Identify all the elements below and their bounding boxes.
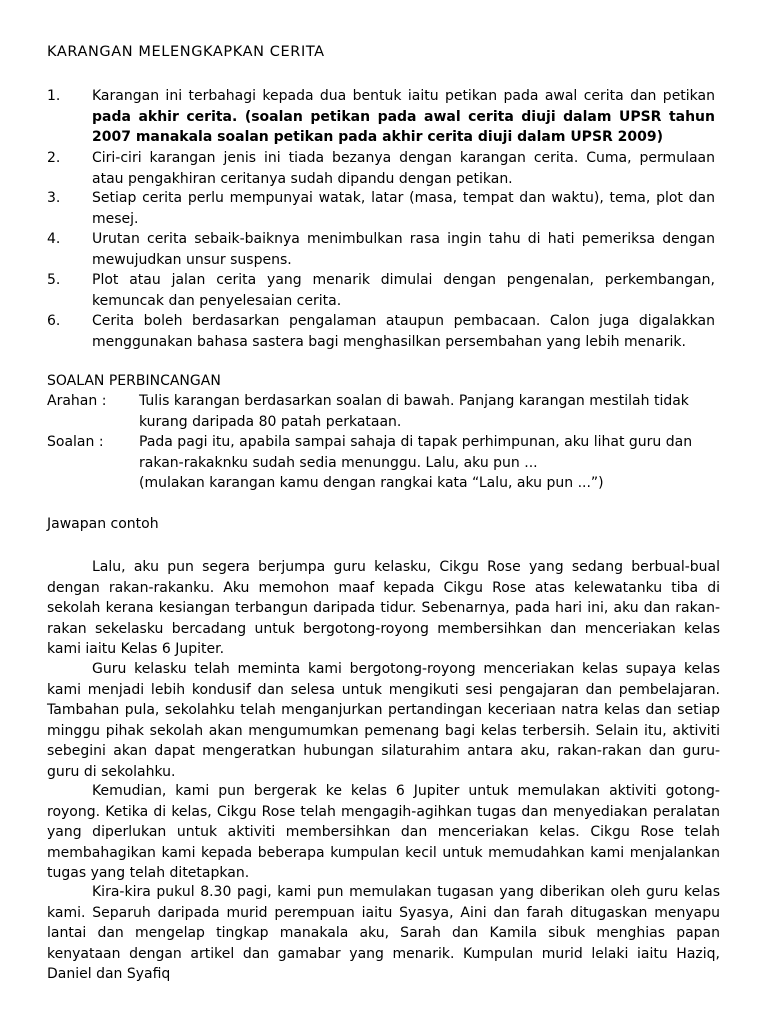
- point-number: 5.: [47, 272, 61, 288]
- point-text: Ciri-ciri karangan jenis ini tiada bezanya dengan karangan cerita. Cuma, permulaan atau pengakhiran ceritanya sudah dipandu dengan petikan.: [92, 150, 715, 187]
- soalan-label: Soalan :: [47, 434, 104, 450]
- document-title: KARANGAN MELENGKAPKAN CERITA: [47, 44, 325, 60]
- soalan-text: Pada pagi itu, apabila sampai sahaja di tapak perhimpunan, aku lihat guru dan rakan-rakaknku sudah sedia menunggu. Lalu, aku pun ...: [139, 434, 693, 471]
- point-text: Cerita boleh berdasarkan pengalaman ataupun pembacaan. Calon juga digalakkan menggunakan bahasa sastera bagi menghasilkan persembahan yang lebih menarik.: [92, 313, 715, 350]
- point-text: Urutan cerita sebaik-baiknya menimbulkan rasa ingin tahu di hati pemeriksa dengan mewujudkan unsur suspens.: [92, 231, 715, 268]
- point-text: Plot atau jalan cerita yang menarik dimulai dengan pengenalan, perkembangan, kemuncak dan penyelesaian cerita.: [92, 272, 715, 309]
- jawapan-heading: Jawapan contoh: [47, 516, 159, 532]
- point-number: 6.: [47, 313, 61, 329]
- point-text-regular: Karangan ini terbahagi kepada dua bentuk iaitu petikan pada awal cerita dan petikan: [92, 88, 715, 104]
- answer-paragraph: Kira-kira pukul 8.30 pagi, kami pun memulakan tugasan yang diberikan oleh guru kelas kami. Separuh daripada murid perempuan iaitu Syasya, Aini dan farah ditugaskan menyapu lantai dan mengelap tingkap manakala aku, Sarah dan Kamila sibuk menghias papan kenyataan dengan artikel dan gamabar yang menarik. Kumpulan murid lelaki iaitu Haziq, Daniel dan Syafiq: [47, 884, 720, 982]
- point-number: 4.: [47, 231, 61, 247]
- point-number: 1.: [47, 88, 61, 104]
- answer-paragraph: Lalu, aku pun segera berjumpa guru kelasku, Cikgu Rose yang sedang berbual-bual dengan rakan-rakanku. Aku memohon maaf kepada Cikgu Rose atas kelewatanku tiba di sekolah kerana kesiangan terbangun daripada tidur. Sebenarnya, pada hari ini, aku dan rakan-rakan sekelasku bercadang untuk bergotong-royong membersihkan dan menceriakan kelas kami iaitu Kelas 6 Jupiter.: [47, 559, 720, 657]
- point-number: 2.: [47, 150, 61, 166]
- point-number: 3.: [47, 190, 61, 206]
- soalan-note: (mulakan karangan kamu dengan rangkai kata “Lalu, aku pun ...”): [139, 475, 604, 491]
- point-text: [92, 86, 715, 148]
- arahan-label: Arahan :: [47, 393, 107, 409]
- answer-paragraph: Kemudian, kami pun bergerak ke kelas 6 Jupiter untuk memulakan aktiviti gotong-royong. Ketika di kelas, Cikgu Rose telah mengagih-agihkan tugas dan menyediakan peralatan yang diperlukan untuk aktiviti membersihkan dan menceriakan kelas. Cikgu Rose telah membahagikan kami kepada beberapa kumpulan kecil untuk memudahkan kami menjalankan tugas yang telah ditetapkan.: [47, 783, 720, 881]
- point-text-bold: pada akhir cerita. (soalan petikan pada awal cerita diuji dalam UPSR tahun 2007 manakala soalan petikan pada akhir cerita diuji dalam UPSR 2009): [92, 108, 715, 145]
- answer-paragraph: Guru kelasku telah meminta kami bergotong-royong menceriakan kelas supaya kelas kami menjadi lebih kondusif dan selesa untuk mengikuti sesi pengajaran dan pembelajaran. Tambahan pula, sekolahku telah menganjurkan pertandingan keceriaan natra kelas dan setiap minggu pihak sekolah akan mengumumkan pemenang bagi kelas terbersih. Selain itu, aktiviti sebegini akan dapat mengeratkan hubungan silaturahim antara aku, rakan-rakan dan guru-guru di sekolahku.: [47, 661, 720, 780]
- point-text: Setiap cerita perlu mempunyai watak, latar (masa, tempat dan waktu), tema, plot dan mesej.: [92, 190, 715, 227]
- section-heading: SOALAN PERBINCANGAN: [47, 373, 221, 389]
- arahan-text: Tulis karangan berdasarkan soalan di bawah. Panjang karangan mestilah tidak kurang daripada 80 patah perkataan.: [139, 393, 689, 430]
